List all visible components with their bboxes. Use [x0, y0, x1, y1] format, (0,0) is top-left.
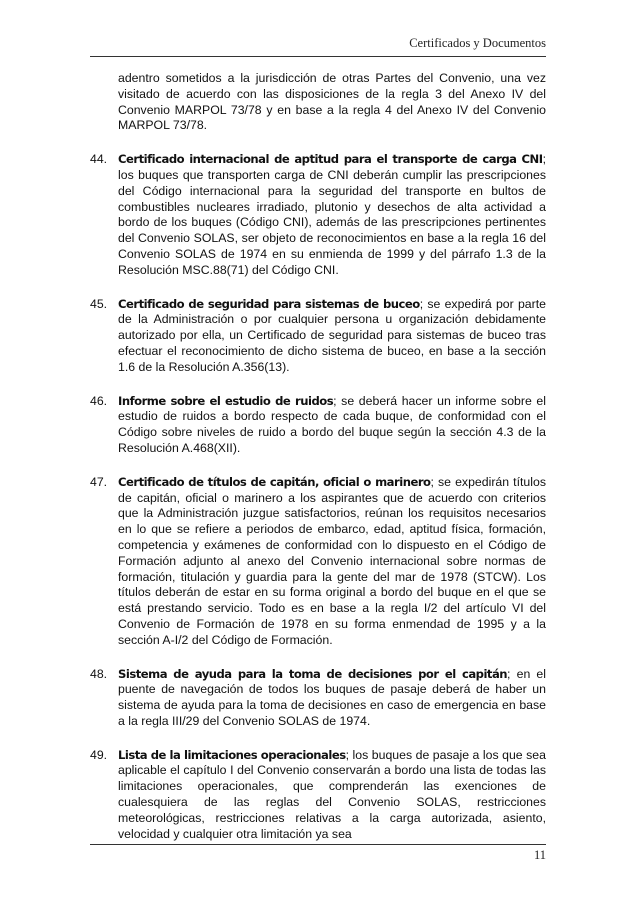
- item-text: ; se expedirán títulos de capitán, oficial o marinero a los aspirantes que de acuerdo con criterios que la Administración juzgue satisfactorios, reúnan los requisitos necesarios en lo que se refiere a periodos de embarco, edad, aptitud física, formación, competencia y exámenes de conformidad con lo dispuesto en el Código de Formación adjunto al anexo del Convenio internacional sobre normas de formación, titulación y guardia para la gente del mar de 1978 (STCW). Los títulos deberán de estar en su forma original a bordo del buque en el que se está prestando servicio. Todo es en base a la regla I/2 del artículo VI del Convenio de Formación de 1978 en su forma enmendad de 1995 y a la sección A-I/2 del Código de Formación.: [118, 474, 546, 647]
- list-item-49: [90, 748, 546, 843]
- item-text: ; los buques de pasaje a los que sea aplicable el capítulo I del Convenio conservarán a bordo una lista de todas las limitaciones operacionales, que comprenderán las exenciones de cualesquiera de las reglas del Convenio SOLAS, restricciones meteorológicas, restricciones relativas a la carga autorizada, asiento, velocidad y cualquier otra limitación ya sea: [118, 747, 546, 841]
- item-number: 49.: [90, 747, 108, 762]
- item-title: Sistema de ayuda para la toma de decisiones por el capitán: [118, 666, 508, 681]
- page-number: 11: [533, 848, 546, 862]
- list-item-46: [90, 394, 546, 457]
- item-number: 47.: [90, 474, 108, 489]
- item-title: Certificado de títulos de capitán, oficial o marinero: [118, 474, 431, 489]
- header-divider: [90, 56, 546, 57]
- footer-divider: [90, 844, 546, 845]
- item-number: 45.: [90, 296, 108, 311]
- item-number: 48.: [90, 666, 108, 681]
- item-title: Lista de la limitaciones operacionales: [118, 747, 346, 762]
- item-title: Certificado internacional de aptitud para el transporte de carga CNI: [118, 152, 543, 167]
- page-body: [90, 71, 546, 860]
- item-title: Informe sobre el estudio de ruidos: [118, 393, 334, 408]
- item-title: Certificado de seguridad para sistemas de buceo: [118, 296, 420, 311]
- item-text: ; se deberá hacer un informe sobre el estudio de ruidos a bordo respecto de cada buque, de conformidad con el Código sobre niveles de ruido a bordo del buque según la sección 4.3 de la Resolución A.468(XII).: [118, 393, 546, 455]
- running-header: Certificados y Documentos: [409, 36, 546, 50]
- item-text: ; se expedirá por parte de la Administración o por cualquier persona u organización debidamente autorizado por ella, un Certificado de seguridad para sistemas de buceo tras efectuar el reconocimiento de dicho sistema de buceo, en base a la sección 1.6 de la Resolución A.356(13).: [118, 296, 546, 374]
- list-item-47: [90, 475, 546, 649]
- list-item-48: [90, 667, 546, 730]
- lead-paragraph: adentro sometidos a la jurisdicción de otras Partes del Convenio, una vez visitado de acuerdo con las disposiciones de la regla 3 del Anexo IV del Convenio MARPOL 73/78 y en base a la regla 4 del Anexo IV del Convenio MARPOL 73/78.: [118, 71, 546, 133]
- item-text: ; en el puente de navegación de todos los buques de pasaje deberá de haber un sistema de ayuda para la toma de decisiones en caso de emergencia en base a la regla III/29 del Convenio SOLAS de 1974.: [118, 666, 546, 728]
- list-item-45: [90, 297, 546, 376]
- list-item-44: [90, 152, 546, 278]
- item-number: 46.: [90, 393, 108, 408]
- item-number: 44.: [90, 152, 108, 167]
- item-text: ; los buques que transporten carga de CNI deberán cumplir las prescripciones del Código internacional para la seguridad del transporte en bultos de combustibles nucleares irradiado, plutonio y desechos de alta actividad a bordo de los buques (Código CNI), además de las prescripciones pertinentes del Convenio SOLAS, ser objeto de reconocimientos en base a la regla 16 del Convenio SOLAS de 1974 en su enmienda de 1999 y del párrafo 1.3 de la Resolución MSC.88(71) del Código CNI.: [118, 152, 546, 277]
